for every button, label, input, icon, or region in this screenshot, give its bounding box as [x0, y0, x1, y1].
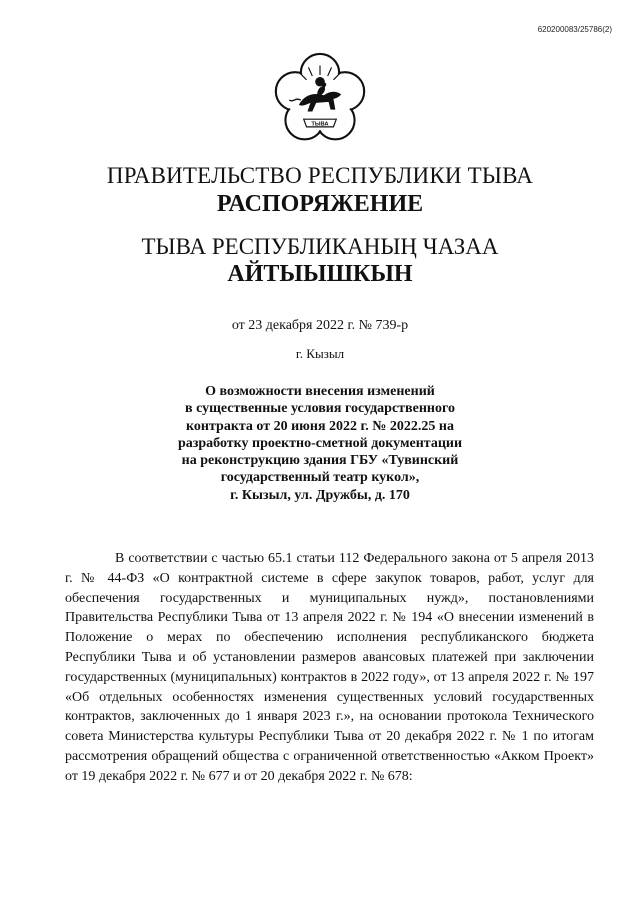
subject-line: контракта от 20 июня 2022 г. № 2022.25 на	[186, 418, 454, 434]
document-id: 620200083/25786(2)	[537, 25, 612, 34]
subject-line: в существенные условия государственного	[185, 401, 455, 417]
decree-title: РАСПОРЯЖЕНИЕ	[216, 191, 424, 217]
svg-text:ТЫВА: ТЫВА	[311, 121, 329, 128]
subject-line: г. Кызыл, ул. Дружбы, д. 170	[230, 487, 410, 503]
decree-title-tyvan: АЙТЫЫШКЫН	[227, 261, 413, 287]
body-paragraph: В соответствии с частью 65.1 статьи 112 Федерального закона от 5 апреля 2013 г. № 44-ФЗ «О контрактной системе в сфере закупок товаров, работ, услуг для обеспечения государственных и муниципальных нужд», постановлениями Правительства Республики Тыва от 13 апреля 2022 г. № 194 «О внесении изменений в Положение о мерах по обеспечению исполнения республиканского бюджета Республики Тыва и об установлении размеров авансовых платежей при заключении государственных (муниципальных) контрактов в 2022 году», от 13 апреля 2022 г. № 197 «Об отдельных особенностях изменения существенных условий государственных контрактов, заключенных до 1 января 2023 г.», на основании протокола Технического совета Министерства культуры Республики Тыва от 20 декабря 2022 г. № 1 по итогам рассмотрения обращений общества с ограниченной ответственностью «Акком Проект» от 19 декабря 2022 г. № 677 и от 20 декабря 2022 г. № 678:	[65, 551, 594, 784]
subject-line: разработку проектно-сметной документации	[177, 435, 463, 451]
government-title: ПРАВИТЕЛЬСТВО РЕСПУБЛИКИ ТЫВА	[106, 163, 534, 188]
decree-date-number: от 23 декабря 2022 г. № 739-р	[231, 318, 409, 333]
city: г. Кызыл	[295, 346, 345, 361]
decree-subject	[140, 383, 500, 504]
subject-line: на реконструкцию здания ГБУ «Тувинский	[181, 453, 459, 469]
government-title-tyvan: ТЫВА РЕСПУБЛИКАНЫҢ ЧАЗАА	[141, 234, 499, 259]
subject-line: О возможности внесения изменений	[205, 384, 435, 399]
coat-of-arms-icon	[272, 52, 368, 148]
subject-line: государственный театр кукол»,	[220, 470, 420, 486]
